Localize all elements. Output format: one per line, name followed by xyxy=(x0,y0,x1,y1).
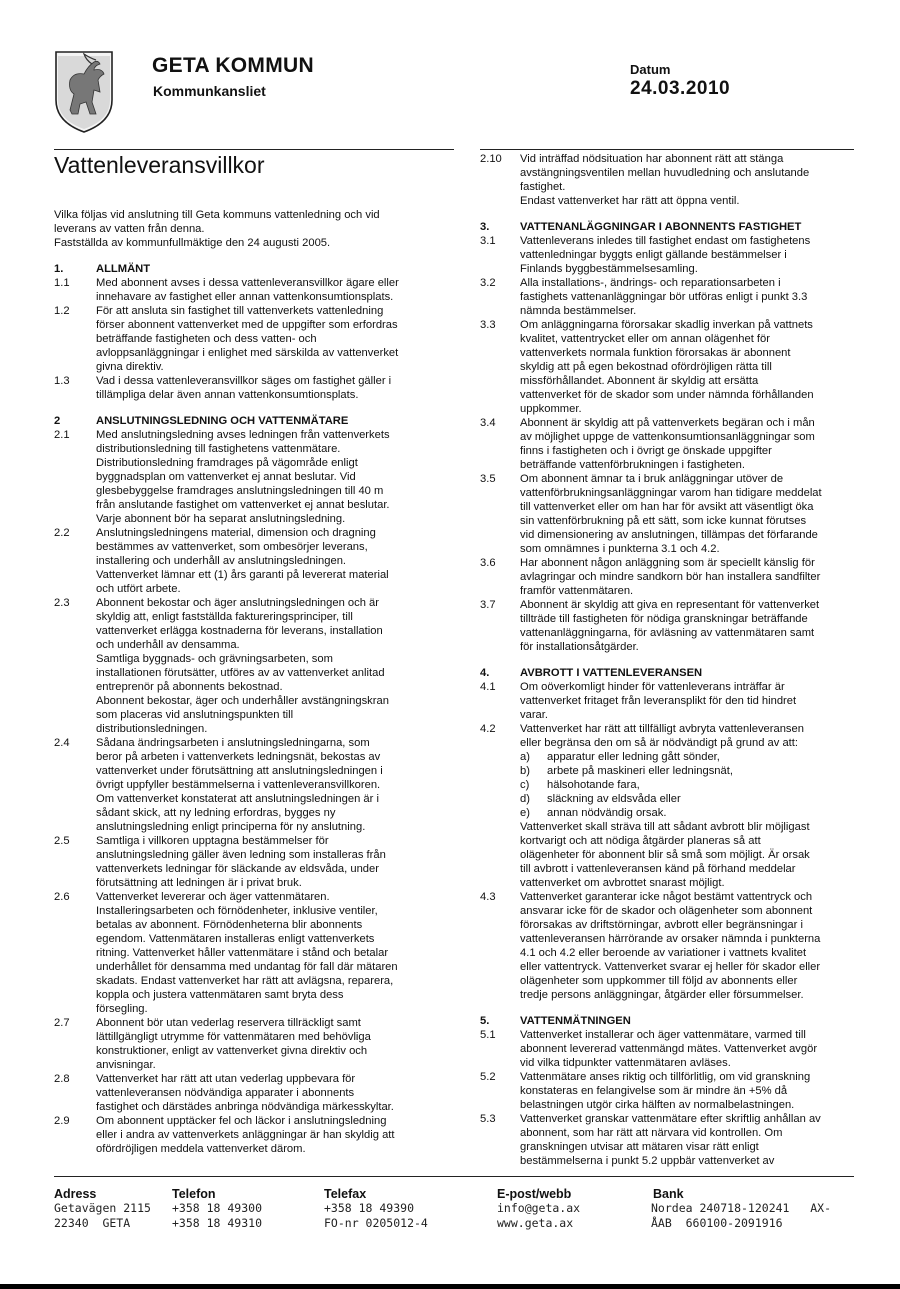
clause-sub-item xyxy=(520,792,860,806)
footer-phone-value: +358 18 49300 +358 18 49310 xyxy=(172,1201,263,1230)
sub-item-key: b) xyxy=(520,765,530,777)
clause xyxy=(54,736,454,834)
clause-body xyxy=(520,598,860,654)
clause-number: 3.1 xyxy=(480,235,496,247)
sub-item-key: e) xyxy=(520,807,530,819)
clause-text: Vattenverket garanterar icke något bestämt vattentryck och ansvarar icke för de skador och olägenheter som abonnent förorsakas av driftstörningar, avbrott eller begränsningar i vattenleveransen härrörande av orsaker nämnda i punkterna 4.1 och 4.2 eller beroende av variationer i vattnets kvalitet eller vattentryck. Vattenverket svarar ej heller för skador eller olägenheter som uppkommer till följd av abonnents eller tredje persons anläggningar, åtgärder eller försummelser. xyxy=(520,891,821,1001)
right-column xyxy=(480,152,860,1168)
clause-number: 2.8 xyxy=(54,1073,70,1085)
right-items xyxy=(480,152,860,1168)
clause-text: Vattenverket har rätt att tillfälligt avbryta vattenleveransen eller begränsa den om så är nödvändigt på grund av att: xyxy=(520,723,804,749)
section-title: VATTENMÄTNINGEN xyxy=(520,1015,631,1027)
clause-body xyxy=(96,276,454,304)
sub-item-text: annan nödvändig orsak. xyxy=(547,807,667,819)
clause-number: 1.3 xyxy=(54,375,70,387)
section-number: 5. xyxy=(480,1015,490,1027)
clause-text: Sådana ändringsarbeten i anslutningsledningarna, som beror på arbeten i vattenverkets ledningsnät, bekostas av vattenverket under förutsättning att anslutningsledningen i övrigt uppfyller bestämmelserna i vattenleveransvillkoren. Om vattenverket konstaterat att anslutningsledningen är i sådant skick, att ny ledning erfordras, bygges ny anslutningsledning enligt principerna för ny anslutning. xyxy=(96,737,383,833)
clause xyxy=(54,276,454,304)
clause-text: Med anslutningsledning avses ledningen från vattenverkets distributionsledning till fastighetens vattenmätare. Distributionsledning framdrages på vägområde enligt byggnadsplan om vattenverket ej annat beslutar. Vid glesbebyggelse framdrages anslutningsledningen till 40 m från anslutande fastighet om vattenverket ej annat beslutar. Varje abonnent bör ha separat anslutningsledning. xyxy=(96,429,390,525)
clause-body xyxy=(520,1070,860,1112)
page-bottom-bar xyxy=(0,1284,900,1289)
clause xyxy=(54,374,454,402)
clause xyxy=(480,598,860,654)
clause-text: Om abonnent upptäcker fel och läckor i anslutningsledning eller i andra av vattenverkets anläggningar är han skyldig att ofördröjligen meddela vattenverket därom. xyxy=(96,1115,395,1155)
clause xyxy=(54,526,454,596)
clause-number: 2.6 xyxy=(54,891,70,903)
clause-body xyxy=(96,596,454,736)
clause-number: 3.4 xyxy=(480,417,496,429)
clause-body xyxy=(96,1016,454,1072)
intro-paragraph: Vilka följas vid anslutning till Geta kommuns vattenledning och vid leverans av vatten från denna. Fastställda av kommunfullmäktige den 24 augusti 2005. xyxy=(54,209,380,249)
section-title: AVBROTT I VATTENLEVERANSEN xyxy=(520,667,703,679)
clause xyxy=(480,276,860,318)
clause-number: 4.2 xyxy=(480,723,496,735)
clause-body xyxy=(96,736,454,834)
clause xyxy=(480,416,860,472)
clause-body xyxy=(520,680,860,722)
clause-text: Abonnent bekostar och äger anslutningsledningen och är skyldig att, enligt fastställda faktureringsprinciper, till vattenverket erlägga kostnaderna för leverans, installation och underhåll av densamma. Samtliga byggnads- och grävningsarbeten, som installationen förutsätter, utföres av av vattenverket anlitad entreprenör på abonnents bekostnad. Abonnent bekostar, äger och underhåller avstängningskran som placeras vid anslutningspunkten till distributionsledningen. xyxy=(96,597,389,735)
department-name: Kommunkansliet xyxy=(153,83,266,99)
clause-number: 3.2 xyxy=(480,277,496,289)
footer-web-label: E-post/webb xyxy=(497,1187,572,1201)
footer-bank-label: Bank xyxy=(653,1187,684,1201)
clause xyxy=(54,1016,454,1072)
clause-number: 2.4 xyxy=(54,737,70,749)
clause-text: Vattenverket granskar vattenmätare efter skriftlig anhållan av abonnent, som har rätt att närvara vid kontrollen. Om granskningen utvisar att mätaren visar rätt enligt bestämmelserna i punkt 5.2 uppbär vattenverket av xyxy=(520,1113,821,1167)
clause-number: 2.9 xyxy=(54,1115,70,1127)
clause-text: Alla installations-, ändrings- och reparationsarbeten i fastighets vattenanläggningar bör utföras enligt i punkt 3.3 nämnda bestämmelser. xyxy=(520,277,808,317)
clause xyxy=(54,596,454,736)
clause-text: Vattenverket installerar och äger vattenmätare, varmed till abonnent levererad vattenmängd mätes. Vattenverket avgör vid vilka tidpunkter vattenmätaren avläses. xyxy=(520,1029,818,1069)
clause xyxy=(480,318,860,416)
clause xyxy=(480,234,860,276)
clause-body xyxy=(520,318,860,416)
clause xyxy=(480,556,860,598)
section-number: 3. xyxy=(480,221,490,233)
sub-item-text: hälsohotande fara, xyxy=(547,779,640,791)
sub-item-text: släckning av eldsvåda eller xyxy=(547,793,681,805)
clause-number: 2.2 xyxy=(54,527,70,539)
footer-bank xyxy=(651,1187,831,1231)
date-label: Datum xyxy=(630,62,671,77)
clause-body xyxy=(96,834,454,890)
clause xyxy=(480,1070,860,1112)
date-value: 24.03.2010 xyxy=(630,78,731,99)
clause-number: 3.5 xyxy=(480,473,496,485)
section-title: ANSLUTNINGSLEDNING OCH VATTENMÄTARE xyxy=(96,415,349,427)
section-title: ALLMÄNT xyxy=(96,263,151,275)
section-heading xyxy=(480,220,860,234)
clause-body xyxy=(96,374,454,402)
clause xyxy=(54,428,454,526)
footer-phone xyxy=(172,1187,262,1231)
clause xyxy=(480,152,860,208)
clause-text: Vid inträffad nödsituation har abonnent rätt att stänga avstängningsventilen mellan huvudledning och anslutande fastighet. Endast vattenverket har rätt att öppna ventil. xyxy=(520,153,810,207)
clause-body xyxy=(96,304,454,374)
clause-body xyxy=(96,1072,454,1114)
clause-number: 4.3 xyxy=(480,891,496,903)
section-heading xyxy=(480,1014,860,1028)
clause-body xyxy=(520,152,860,208)
left-items xyxy=(54,262,454,1156)
clause-text: Med abonnent avses i dessa vattenleveransvillkor ägare eller innehavare av fastighet eller annan vattenkonsumtionsplats. xyxy=(96,277,399,303)
section-number: 1. xyxy=(54,263,64,275)
document-title: Vattenleveransvillkor xyxy=(54,152,265,178)
clause xyxy=(54,834,454,890)
footer-rule xyxy=(54,1176,854,1177)
footer-web xyxy=(497,1187,580,1231)
section-heading xyxy=(54,262,454,276)
clause-text: Vattenverket har rätt att utan vederlag uppbevara för vattenleveransen nödvändiga apparater i abonnents fastighet och därstädes anbringa nödvändiga märkesskyltar. xyxy=(96,1073,394,1113)
left-column xyxy=(54,208,454,1156)
clause-text: Abonnent är skyldig att på vattenverkets begäran och i mån av möjlighet uppge de vattenkonsumtionsanläggningar som finns i fastigheten och i övrigt ge önskade uppgifter beträffande vattenförbrukningen i fastigheten. xyxy=(520,417,815,471)
clause-body xyxy=(96,1114,454,1156)
clause-sub-item xyxy=(520,750,860,764)
clause-body xyxy=(520,890,860,1002)
clause-text: Vattenleverans inledes till fastighet endast om fastighetens vattenledningar byggts enligt gällande bestämmelser i Finlands byggbestämmelsesamling. xyxy=(520,235,811,275)
clause-number: 3.7 xyxy=(480,599,496,611)
clause xyxy=(54,304,454,374)
footer-fax xyxy=(324,1187,428,1231)
section-number: 4. xyxy=(480,667,490,679)
clause-text: Abonnent bör utan vederlag reservera tillräckligt samt lättillgängligt utrymme för vattenmätaren med behövliga konstruktioner, enligt av vattenverket givna direktiv och anvisningar. xyxy=(96,1017,371,1071)
clause-text: Om abonnent ämnar ta i bruk anläggningar utöver de vattenförbrukningsanläggningar varom han tidigare meddelat till vattenverket eller om han har för avsikt att väsentligt öka sin vattenförbrukning på ett sätt, som icke kunnat förutses vid dimensionering av anslutningen, tillämpas det förfarande som omnämnes i punkterna 3.1 och 4.2. xyxy=(520,473,822,555)
clause-body xyxy=(520,556,860,598)
sub-item-key: a) xyxy=(520,751,530,763)
clause-text: För att ansluta sin fastighet till vattenverkets vattenledning förser abonnent vattenverket med de uppgifter som erfordras beträffande fastigheten och dess vatten- och avloppsanläggningar i enlighet med särskilda av vattenverket givna direktiv. xyxy=(96,305,399,373)
clause xyxy=(480,1112,860,1168)
clause-number: 2.10 xyxy=(480,153,502,165)
clause-body xyxy=(520,1028,860,1070)
footer-web-value: info@geta.ax www.geta.ax xyxy=(497,1201,581,1230)
footer-fax-value: +358 18 49390 FO-nr 0205012-4 xyxy=(324,1201,428,1230)
clause-number: 1.2 xyxy=(54,305,70,317)
footer-bank-value: Nordea 240718-120241 AX- ÅAB 660100-2091916 xyxy=(651,1201,832,1230)
footer-address-label: Adress xyxy=(54,1187,97,1201)
right-top-rule xyxy=(480,149,854,150)
footer-phone-label: Telefon xyxy=(172,1187,216,1201)
section-heading xyxy=(54,414,454,428)
clause-body xyxy=(96,526,454,596)
clause xyxy=(54,1114,454,1156)
footer-address-value: Getavägen 2115 22340 GETA xyxy=(54,1201,151,1230)
clause-number: 4.1 xyxy=(480,681,496,693)
clause-body xyxy=(520,276,860,318)
clause-text: Har abonnent någon anläggning som är speciellt känslig för avlagringar och mindre sandkorn bör han installera sandfilter framför vattenmätaren. xyxy=(520,557,821,597)
clause-sub-item xyxy=(520,764,860,778)
clause-body xyxy=(520,472,860,556)
clause xyxy=(480,1028,860,1070)
clause-text: Anslutningsledningens material, dimension och dragning bestämmes av vattenverket, som ombesörjer leverans, installering och underhåll av anslutningsledningen. Vattenverket lämnar ett (1) års garanti på levererat material och utfört arbete. xyxy=(96,527,389,595)
clause-text: Vattenverket levererar och äger vattenmätaren. Installeringsarbeten och förnödenheter, inklusive ventiler, betalas av abonnent. Förnödenheterna blir abonnents egendom. Vattenmätaren installeras enligt vattenverkets ritning. Vattenverket håller vattenmätare i stånd och betalar underhållet för densamma med undantag för fall där mätaren skadats. Endast vattenverket har rätt att avlägsna, reparera, koppla och justera vattenmätaren samt bryta dess försegling. xyxy=(96,891,398,1015)
clause-text: Vattenmätare anses riktig och tillförlitlig, om vid granskning konstateras en felangivelse som är mindre än +5% då belastningen utgör cirka hälften av normalbelastningen. xyxy=(520,1071,811,1111)
footer-fax-label: Telefax xyxy=(324,1187,367,1201)
clause-number: 2.7 xyxy=(54,1017,70,1029)
sub-item-text: arbete på maskineri eller ledningsnät, xyxy=(547,765,733,777)
clause-text-continued: Vattenverket skall sträva till att sådant avbrott blir möjligast kortvarigt och att nödiga åtgärder planeras så att olägenheter för abonnent blir så små som möjligt. Är orsak till avbrott i vattenleveransen känd på förhand meddelar vattenverket om avbrottet snarast möjligt. xyxy=(520,821,810,889)
clause-body xyxy=(520,722,860,890)
clause-number: 3.6 xyxy=(480,557,496,569)
clause-text: Abonnent är skyldig att giva en representant för vattenverket tillträde till fastigheten för nödiga granskningar beträffande vattenanläggningarna, för avläsning av vattenmätaren samt för installationsåtgärder. xyxy=(520,599,820,653)
left-title-rule xyxy=(54,149,454,150)
sub-item-text: apparatur eller ledning gått sönder, xyxy=(547,751,720,763)
municipal-crest-logo xyxy=(54,50,114,134)
clause xyxy=(54,1072,454,1114)
clause-number: 2.5 xyxy=(54,835,70,847)
sub-item-key: d) xyxy=(520,793,530,805)
clause-number: 5.2 xyxy=(480,1071,496,1083)
organization-name: GETA KOMMUN xyxy=(152,54,314,77)
clause-body xyxy=(520,416,860,472)
section-heading xyxy=(480,666,860,680)
clause xyxy=(54,890,454,1016)
sub-item-key: c) xyxy=(520,779,530,791)
clause-number: 3.3 xyxy=(480,319,496,331)
clause-number: 5.1 xyxy=(480,1029,496,1041)
clause-number: 2.3 xyxy=(54,597,70,609)
footer-address xyxy=(54,1187,151,1231)
clause-body xyxy=(520,234,860,276)
clause xyxy=(480,890,860,1002)
clause-body xyxy=(520,1112,860,1168)
clause-text: Om oöverkomligt hinder för vattenleverans inträffar är vattenverket fritaget från leveransplikt för den tid hindret varar. xyxy=(520,681,797,721)
section-number: 2 xyxy=(54,415,61,427)
clause-sub-item xyxy=(520,806,860,820)
clause-body xyxy=(96,428,454,526)
clause xyxy=(480,722,860,890)
clause-number: 1.1 xyxy=(54,277,70,289)
section-title: VATTENANLÄGGNINGAR I ABONNENTS FASTIGHET xyxy=(520,221,802,233)
clause-body xyxy=(96,890,454,1016)
clause xyxy=(480,472,860,556)
clause xyxy=(480,680,860,722)
clause-number: 2.1 xyxy=(54,429,70,441)
clause-number: 5.3 xyxy=(480,1113,496,1125)
clause-text: Om anläggningarna förorsakar skadlig inverkan på vattnets kvalitet, vattentrycket eller om annan olägenhet för vattenverkets normala funktion förorsakas är abonnent skyldig att på egen bekostnad ofördröjligen rätta till missförhållandet. Abonnent är skyldig att ersätta vattenverket för de skador som under nämnda förhållanden uppkommer. xyxy=(520,319,814,415)
clause-text: Vad i dessa vattenleveransvillkor säges om fastighet gäller i tillämpliga delar även annan vattenkonsumtionsplats. xyxy=(96,375,392,401)
clause-text: Samtliga i villkoren upptagna bestämmelser för anslutningsledning gäller även ledning som installeras från vattenverkets ledningar för släckande av eldsvåda, under förutsättning att ledningen är i privat bruk. xyxy=(96,835,386,889)
clause-sub-item xyxy=(520,778,860,792)
